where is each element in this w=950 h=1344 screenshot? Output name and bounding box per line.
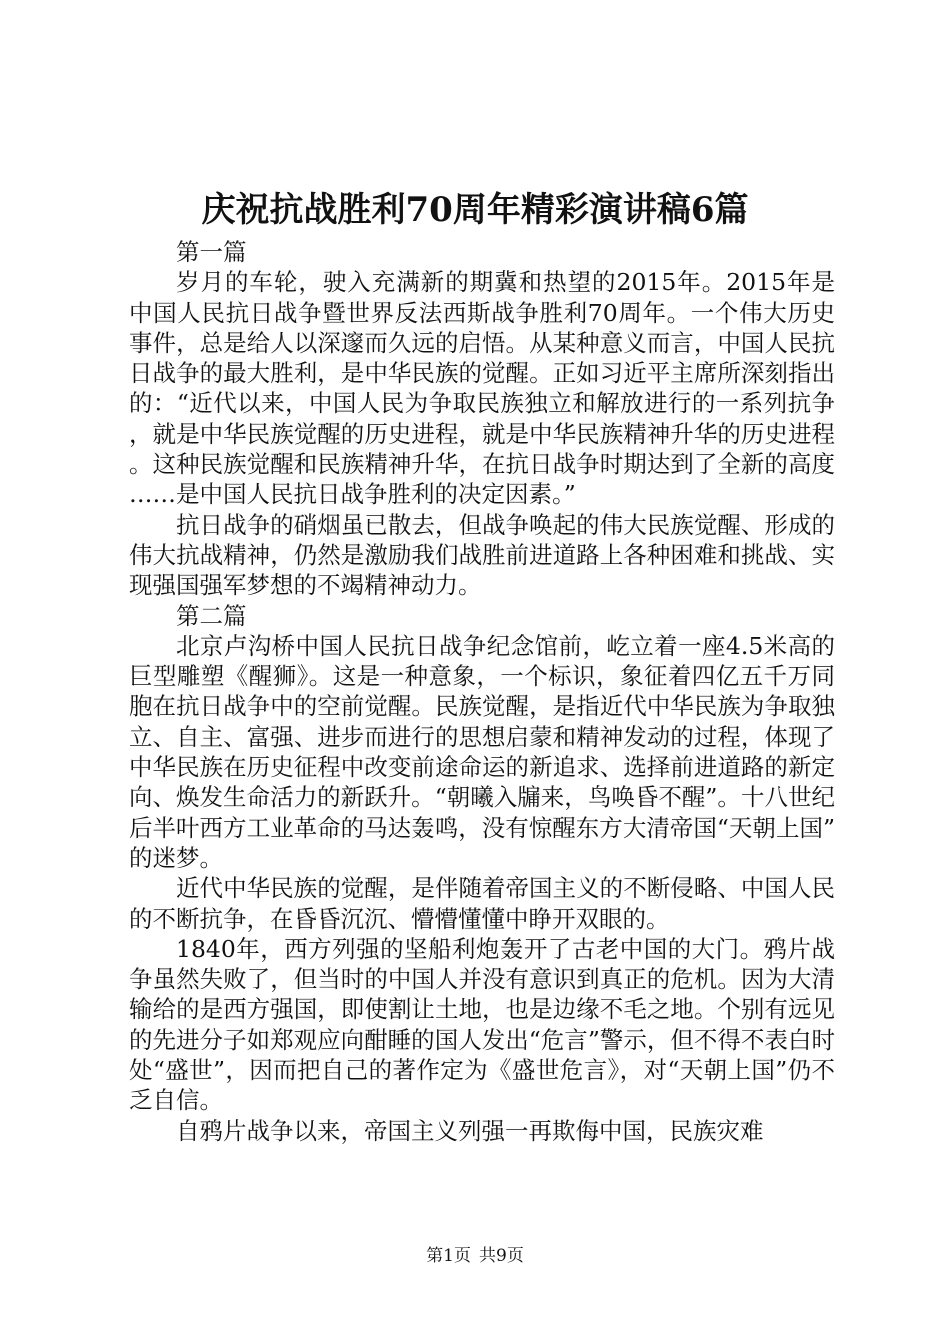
- paragraph: 抗日战争的硝烟虽已散去，但战争唤起的伟大民族觉醒、形成的伟大抗战精神，仍然是激励我们战胜前进道路上各种困难和挑战、实现强国强军梦想的不竭精神动力。: [129, 510, 835, 600]
- paragraph: 岁月的车轮，驶入充满新的期冀和热望的2015年。2015年是中国人民抗日战争暨世界反法西斯战争胜利70周年。一个伟大历史事件，总是给人以深邃而久远的启悟。从某种意义而言，中国人民抗日战争的最大胜利，是中华民族的觉醒。正如习近平主席所深刻指出的：“近代以来，中国人民为争取民族独立和解放进行的一系列抗争，就是中华民族觉醒的历史进程，就是中华民族精神升华的历史进程。这种民族觉醒和民族精神升华，在抗日战争时期达到了全新的高度……是中国人民抗日战争胜利的决定因素。”: [129, 268, 835, 509]
- page-number: 第1页: [426, 1246, 471, 1266]
- paragraph: 近代中华民族的觉醒，是伴随着帝国主义的不断侵略、中国人民的不断抗争，在昏昏沉沉、懵懵懂懂中睁开双眼的。: [129, 874, 835, 933]
- paragraph: 自鸦片战争以来，帝国主义列强一再欺侮中国，民族灾难: [176, 1116, 764, 1145]
- paragraph: 1840年，西方列强的坚船利炮轰开了古老中国的大门。鸦片战争虽然失败了，但当时的中国人并没有意识到真正的危机。因为大清输给的是西方强国，即使割让土地，也是边缘不毛之地。个别有远见的先进分子如郑观应向酣睡的国人发出“危言”警示，但不得不表白时处“盛世”，因而把自己的著作定为《盛世危言》，对“天朝上国”仍不乏自信。: [129, 934, 835, 1115]
- paragraph: 北京卢沟桥中国人民抗日战争纪念馆前，屹立着一座4.5米高的巨型雕塑《醒狮》。这是一种意象，一个标识，象征着四亿五千万同胞在抗日战争中的空前觉醒。民族觉醒，是指近代中华民族为争取独立、自主、富强、进步而进行的思想启蒙和精神发动的过程，体现了中华民族在历史征程中改变前途命运的新追求、选择前进道路的新定向、焕发生命活力的新跃升。“朝曦入牖来，鸟唤昏不醒”。十八世纪后半叶西方工业革命的马达轰鸣，没有惊醒东方大清帝国“天朝上国”的迷梦。: [129, 631, 835, 872]
- page-total: 共9页: [479, 1246, 524, 1266]
- section-heading-2: 第二篇: [176, 601, 247, 630]
- section-heading-1: 第一篇: [176, 238, 247, 266]
- document-title: 庆祝抗战胜利70周年精彩演讲稿6篇: [201, 190, 749, 230]
- page-footer: [0, 1244, 950, 1268]
- document-body: [129, 237, 835, 1146]
